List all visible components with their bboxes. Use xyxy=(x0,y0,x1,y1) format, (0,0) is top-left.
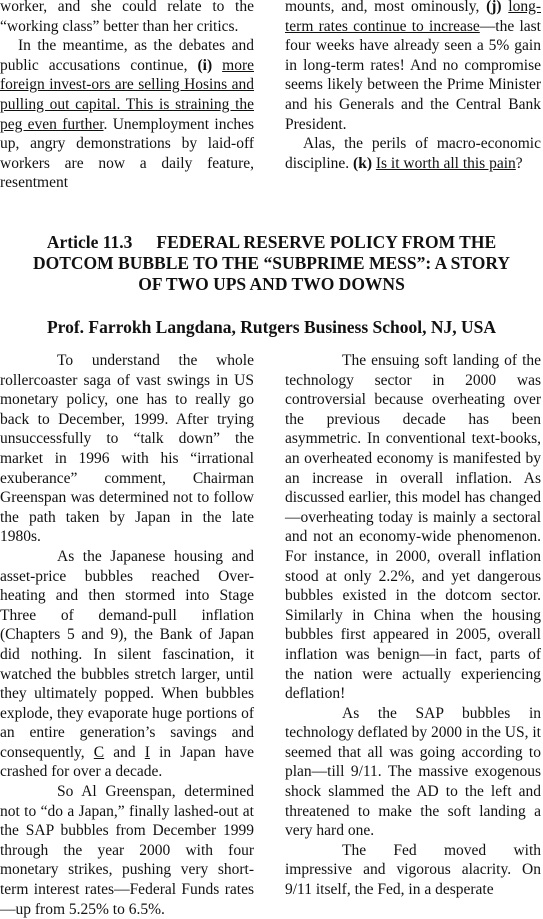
title-text: FEDERAL RESERVE POLICY FROM THE xyxy=(156,232,497,252)
body-left-paragraph-1: To understand the whole rollercoaster saga of vast swings in US monetary policy, one has to really go back to December, 1999. After trying unsuccessfully to “talk down” the market in 1996 with his “irrational exuberance” comment, Chairman Greenspan was determined not to follow the path taken by Japan in the late 1980s. xyxy=(0,352,254,546)
body-left-paragraph-3: So Al Greenspan, determined not to “do a Japan,” finally lashed-out at the SAP bubbles from December 1999 through the year 2000 with four monetary strikes, pushing very short-term interest rates—Federal Funds rates—up from 5.25% to 6.5%. xyxy=(0,783,254,918)
paragraph-text: As the Japanese housing and asset-price bubbles reached Over-heating and then stormed into Stage Three of demand-pull inflation (Chapters 5 and 9), the Bank of Japan did nothing. In silent fascination, it watched the bubbles stretch larger, until they ultimately popped. When bubbles explode, they evaporate huge portions of an entire generation’s savings and consequently, xyxy=(0,547,254,761)
top-left-paragraph-2 xyxy=(0,36,254,193)
paragraph-text: In the meantime, as the debates and public accusations continue, xyxy=(0,37,254,74)
body-right-paragraph-2: As the SAP bubbles in technology deflated by 2000 in the US, it seemed that all was going according to plan—till 9/11. The massive exogenous shock slammed the AD to the left and threatened to make the soft landing a very hard one. xyxy=(285,704,541,840)
paragraph-text: and xyxy=(104,743,145,761)
investment-symbol: I xyxy=(144,743,150,761)
top-right-paragraph-1 xyxy=(285,0,541,134)
paragraph-text: mounts, and, most ominously, xyxy=(285,0,487,15)
item-marker-j: (j) xyxy=(486,0,502,15)
article-title-line-2: DOTCOM BUBBLE TO THE “SUBPRIME MESS”: A STORY xyxy=(32,253,511,273)
body-right-paragraph-1: The ensuing soft landing of the technology sector in 2000 was controversial because overheating over the previous decade has been asymmetric. In conventional text-books, an overheated economy is manifested by an increase in overall inflation. As discussed earlier, this model has changed—overheating today is mainly a sectoral and not an economy-wide phenomenon. For instance, in 2000, overall inflation stood at only 2.2%, and yet dangerous bubbles existed in the dotcom sector. Similarly in China when the housing bubbles first appeared in 2005, overall inflation was benign—in fact, parts of the nation were actually experiencing deflation! xyxy=(285,352,541,703)
paragraph-text: —the last four weeks have already seen a 5% gain in long-term rates! And no compromise seems likely between the Prime Minister and his Generals and the Central Bank President. xyxy=(285,17,541,133)
paragraph-text: . Unemployment inches up, angry demonstrations by laid-off workers are now a daily feature, resentment xyxy=(0,115,254,192)
body-right-column xyxy=(285,351,541,900)
consumption-symbol: C xyxy=(93,743,105,761)
underlined-statement-j: long-term rates continue to increase xyxy=(285,0,542,35)
top-left-column xyxy=(0,0,254,193)
item-marker-i: (i) xyxy=(197,56,213,74)
body-right-paragraph-3: The Fed moved with impressive and vigorous alacrity. On 9/11 itself, the Fed, in a desperate xyxy=(285,841,541,899)
article-author: Prof. Farrokh Langdana, Rutgers Business School, NJ, USA xyxy=(46,317,497,337)
item-marker-k: (k) xyxy=(353,154,372,172)
article-title xyxy=(0,232,543,295)
article-label: Article 11.3 xyxy=(46,232,133,252)
article-title-line-3: OF TWO UPS AND TWO DOWNS xyxy=(138,274,405,294)
underlined-statement-k: Is it worth all this pain xyxy=(375,154,516,172)
paragraph-text: Alas, the perils of macro-economic discipline. xyxy=(285,135,541,172)
paragraph-text: in Japan have crashed for over a decade. xyxy=(0,743,254,781)
top-left-paragraph-1: worker, and she could relate to the “working class” better than her critics. xyxy=(0,0,254,35)
top-right-column xyxy=(285,0,541,173)
paragraph-text: ? xyxy=(515,154,523,172)
body-left-paragraph-2 xyxy=(0,547,254,782)
top-right-paragraph-2 xyxy=(285,134,541,173)
underlined-statement-i: more foreign invest-ors are selling Hosins and pulling out capital. This is straining the peg even further xyxy=(0,56,254,133)
article-title-line-1 xyxy=(0,232,543,253)
body-left-column xyxy=(0,351,254,919)
